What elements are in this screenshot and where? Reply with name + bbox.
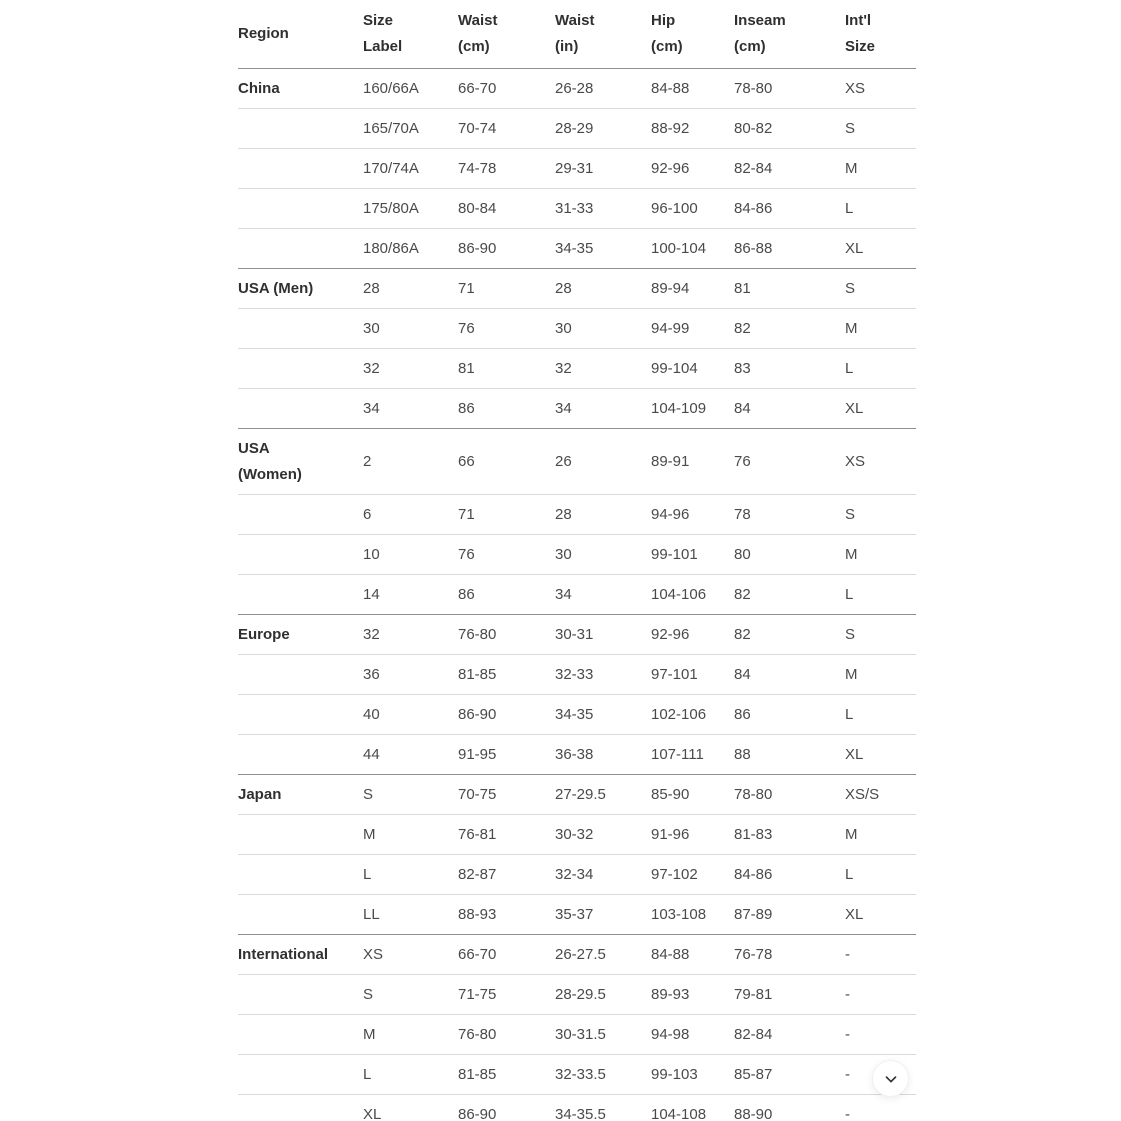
table-row bbox=[238, 935, 916, 975]
column-header: Size Label bbox=[363, 12, 403, 55]
region-label bbox=[238, 1015, 363, 1055]
table-cell: L bbox=[845, 200, 854, 217]
table-cell: 28 bbox=[363, 280, 380, 297]
table-cell: 27-29.5 bbox=[555, 786, 606, 803]
table-cell: 85-90 bbox=[651, 786, 690, 803]
table-cell: XS/S bbox=[845, 786, 880, 803]
table-cell: 100-104 bbox=[651, 240, 707, 257]
table-cell: 83 bbox=[734, 360, 751, 377]
table-cell: 91-96 bbox=[651, 826, 690, 843]
table-cell: 91-95 bbox=[458, 746, 497, 763]
table-cell: 86-90 bbox=[458, 240, 497, 257]
table-cell: 28-29.5 bbox=[555, 986, 606, 1003]
table-cell: L bbox=[845, 586, 854, 603]
table-cell: L bbox=[363, 1066, 372, 1083]
table-cell: 66-70 bbox=[458, 80, 497, 97]
table-cell: 34-35 bbox=[555, 240, 594, 257]
table-cell: 34 bbox=[555, 400, 572, 417]
table-cell: 107-111 bbox=[651, 746, 704, 763]
table-cell: XL bbox=[845, 240, 864, 257]
table-cell: 82-84 bbox=[734, 160, 773, 177]
table-row bbox=[238, 615, 916, 655]
region-label bbox=[238, 815, 363, 855]
table-cell: 32-33 bbox=[555, 666, 594, 683]
table-cell: 31-33 bbox=[555, 200, 594, 217]
table-cell: 32-33.5 bbox=[555, 1066, 606, 1083]
region-label: Japan bbox=[238, 786, 282, 803]
table-cell: 104-106 bbox=[651, 586, 707, 603]
table-cell: 82-84 bbox=[734, 1026, 773, 1043]
region-label bbox=[238, 109, 363, 149]
table-cell: S bbox=[363, 786, 374, 803]
region-label bbox=[238, 735, 363, 775]
table-cell: 92-96 bbox=[651, 160, 690, 177]
table-row bbox=[238, 815, 916, 855]
table-cell: 76-81 bbox=[458, 826, 497, 843]
table-cell: 70-74 bbox=[458, 120, 497, 137]
table-cell: 30 bbox=[363, 320, 380, 337]
table-cell: 84 bbox=[734, 666, 751, 683]
table-cell: 99-104 bbox=[651, 360, 698, 377]
table-cell: 104-109 bbox=[651, 400, 707, 417]
table-cell: S bbox=[845, 506, 856, 523]
table-cell: L bbox=[845, 706, 854, 723]
table-cell: 86 bbox=[458, 400, 475, 417]
table-cell: 86-88 bbox=[734, 240, 773, 257]
table-row bbox=[238, 535, 916, 575]
table-cell: 86 bbox=[734, 706, 751, 723]
table-cell: 36 bbox=[363, 666, 380, 683]
table-cell: 89-91 bbox=[651, 453, 690, 470]
table-cell: 14 bbox=[363, 586, 380, 603]
table-cell: 82 bbox=[734, 586, 751, 603]
table-cell: 66-70 bbox=[458, 946, 497, 963]
region-label bbox=[238, 975, 363, 1015]
table-cell: 84-88 bbox=[651, 946, 690, 963]
column-header: Int'l Size bbox=[845, 12, 876, 55]
table-cell: XS bbox=[363, 946, 384, 963]
table-row bbox=[238, 495, 916, 535]
region-label bbox=[238, 495, 363, 535]
table-cell: 76 bbox=[458, 320, 475, 337]
table-cell: 6 bbox=[363, 506, 372, 523]
table-cell: 26 bbox=[555, 453, 572, 470]
table-cell: 76 bbox=[734, 453, 751, 470]
table-cell: 88 bbox=[734, 746, 751, 763]
table-cell: XL bbox=[363, 1106, 382, 1121]
table-cell: 89-94 bbox=[651, 280, 690, 297]
table-cell: 94-98 bbox=[651, 1026, 690, 1043]
table-cell: 84-86 bbox=[734, 200, 773, 217]
table-cell: 32 bbox=[363, 626, 380, 643]
table-cell: 102-106 bbox=[651, 706, 707, 723]
table-cell: 81 bbox=[458, 360, 475, 377]
table-cell: LL bbox=[363, 906, 380, 923]
table-cell: 97-101 bbox=[651, 666, 698, 683]
table-cell: 74-78 bbox=[458, 160, 497, 177]
table-cell: 79-81 bbox=[734, 986, 773, 1003]
table-cell: 71-75 bbox=[458, 986, 497, 1003]
table-row bbox=[238, 1055, 916, 1095]
table-cell: 86 bbox=[458, 586, 475, 603]
table-cell: 82-87 bbox=[458, 866, 497, 883]
table-cell: 66 bbox=[458, 453, 475, 470]
table-cell: S bbox=[845, 280, 856, 297]
table-row bbox=[238, 109, 916, 149]
table-cell: 76-80 bbox=[458, 626, 497, 643]
region-label bbox=[238, 189, 363, 229]
table-row bbox=[238, 269, 916, 309]
table-cell: 76 bbox=[458, 546, 475, 563]
table-cell: 32 bbox=[363, 360, 380, 377]
region-label bbox=[238, 309, 363, 349]
table-cell: 82 bbox=[734, 626, 751, 643]
region-label bbox=[238, 895, 363, 935]
chevron-down-icon bbox=[882, 1070, 900, 1088]
table-cell: 34 bbox=[363, 400, 380, 417]
column-header: Region bbox=[238, 25, 289, 42]
column-header: Hip (cm) bbox=[651, 12, 683, 55]
table-cell: 86-90 bbox=[458, 1106, 497, 1121]
table-cell: 29-31 bbox=[555, 160, 594, 177]
table-cell: 28-29 bbox=[555, 120, 594, 137]
table-cell: S bbox=[363, 986, 374, 1003]
table-cell: 99-103 bbox=[651, 1066, 698, 1083]
table-row bbox=[238, 735, 916, 775]
table-cell: 78-80 bbox=[734, 786, 773, 803]
table-cell: 32 bbox=[555, 360, 572, 377]
table-cell: 84-86 bbox=[734, 866, 773, 883]
table-cell: 10 bbox=[363, 546, 380, 563]
table-cell: 94-99 bbox=[651, 320, 690, 337]
table-cell: 40 bbox=[363, 706, 380, 723]
table-row bbox=[238, 975, 916, 1015]
table-cell: 76-78 bbox=[734, 946, 773, 963]
region-label bbox=[238, 535, 363, 575]
table-cell: 34-35 bbox=[555, 706, 594, 723]
table-cell: 44 bbox=[363, 746, 380, 763]
region-label: International bbox=[238, 946, 329, 963]
table-cell: 34 bbox=[555, 586, 572, 603]
table-row bbox=[238, 189, 916, 229]
table-cell: M bbox=[845, 826, 858, 843]
region-label bbox=[238, 1055, 363, 1095]
table-cell: 76-80 bbox=[458, 1026, 497, 1043]
table-cell: 80-84 bbox=[458, 200, 497, 217]
table-cell: 87-89 bbox=[734, 906, 773, 923]
table-row bbox=[238, 695, 916, 735]
table-cell: 82 bbox=[734, 320, 751, 337]
region-label bbox=[238, 575, 363, 615]
table-cell: L bbox=[363, 866, 372, 883]
table-cell: 2 bbox=[363, 453, 372, 470]
table-cell: 165/70A bbox=[363, 120, 419, 137]
table-row bbox=[238, 655, 916, 695]
table-cell: 30-31 bbox=[555, 626, 594, 643]
table-row bbox=[238, 69, 916, 109]
table-header-row bbox=[238, 0, 916, 69]
table-cell: M bbox=[363, 826, 376, 843]
table-cell: 103-108 bbox=[651, 906, 707, 923]
table-cell: S bbox=[845, 626, 856, 643]
region-label: China bbox=[238, 80, 280, 97]
table-cell: 35-37 bbox=[555, 906, 594, 923]
table-cell: 170/74A bbox=[363, 160, 419, 177]
table-cell: 34-35.5 bbox=[555, 1106, 606, 1121]
table-row bbox=[238, 149, 916, 189]
table-cell: 92-96 bbox=[651, 626, 690, 643]
table-cell: M bbox=[845, 666, 858, 683]
table-cell: M bbox=[845, 320, 858, 337]
table-cell: 32-34 bbox=[555, 866, 594, 883]
table-cell: 104-108 bbox=[651, 1106, 707, 1121]
table-cell: 30-32 bbox=[555, 826, 594, 843]
table-row bbox=[238, 895, 916, 935]
table-cell: - bbox=[845, 986, 850, 1003]
table-cell: 28 bbox=[555, 280, 572, 297]
table-cell: 89-93 bbox=[651, 986, 690, 1003]
table-cell: 30 bbox=[555, 320, 572, 337]
table-cell: M bbox=[363, 1026, 376, 1043]
column-header: Waist (in) bbox=[555, 12, 595, 55]
table-cell: S bbox=[845, 120, 856, 137]
table-cell: L bbox=[845, 360, 854, 377]
table-cell: 84 bbox=[734, 400, 751, 417]
table-cell: M bbox=[845, 160, 858, 177]
table-cell: 86-90 bbox=[458, 706, 497, 723]
region-label bbox=[238, 349, 363, 389]
table-cell: 175/80A bbox=[363, 200, 419, 217]
table-cell: - bbox=[845, 946, 850, 963]
table-cell: 80-82 bbox=[734, 120, 773, 137]
column-header: Waist (cm) bbox=[458, 12, 498, 55]
table-row bbox=[238, 429, 916, 495]
table-cell: XS bbox=[845, 453, 866, 470]
table-cell: 28 bbox=[555, 506, 572, 523]
table-cell: 84-88 bbox=[651, 80, 690, 97]
size-chart-table bbox=[238, 0, 916, 1121]
table-cell: 81-83 bbox=[734, 826, 773, 843]
table-row bbox=[238, 389, 916, 429]
table-cell: - bbox=[845, 1066, 850, 1083]
table-cell: 88-90 bbox=[734, 1106, 773, 1121]
table-row bbox=[238, 855, 916, 895]
table-cell: L bbox=[845, 866, 854, 883]
table-cell: - bbox=[845, 1026, 850, 1043]
region-label bbox=[238, 149, 363, 189]
table-cell: 71 bbox=[458, 506, 475, 523]
table-cell: XL bbox=[845, 906, 864, 923]
table-cell: 97-102 bbox=[651, 866, 698, 883]
table-row bbox=[238, 775, 916, 815]
table-row bbox=[238, 309, 916, 349]
table-cell: 26-28 bbox=[555, 80, 594, 97]
region-label bbox=[238, 1095, 363, 1121]
table-cell: 96-100 bbox=[651, 200, 698, 217]
table-cell: 30-31.5 bbox=[555, 1026, 606, 1043]
table-cell: 160/66A bbox=[363, 80, 419, 97]
table-cell: XL bbox=[845, 400, 864, 417]
region-label: USA (Women) bbox=[238, 440, 302, 483]
table-cell: 36-38 bbox=[555, 746, 594, 763]
table-cell: 81-85 bbox=[458, 1066, 497, 1083]
table-cell: 99-101 bbox=[651, 546, 698, 563]
table-row bbox=[238, 229, 916, 269]
table-cell: 78-80 bbox=[734, 80, 773, 97]
table-row bbox=[238, 1095, 916, 1121]
region-label bbox=[238, 389, 363, 429]
table-cell: 80 bbox=[734, 546, 751, 563]
region-label bbox=[238, 655, 363, 695]
table-cell: 85-87 bbox=[734, 1066, 773, 1083]
table-cell: 88-93 bbox=[458, 906, 497, 923]
table-cell: 26-27.5 bbox=[555, 946, 606, 963]
table-cell: 81-85 bbox=[458, 666, 497, 683]
table-cell: XS bbox=[845, 80, 866, 97]
column-header: Inseam (cm) bbox=[734, 12, 786, 55]
table-cell: - bbox=[845, 1106, 850, 1121]
table-cell: M bbox=[845, 546, 858, 563]
table-cell: 70-75 bbox=[458, 786, 497, 803]
table-cell: 88-92 bbox=[651, 120, 690, 137]
expand-table-button[interactable] bbox=[872, 1060, 909, 1097]
table-cell: 71 bbox=[458, 280, 475, 297]
region-label: USA (Men) bbox=[238, 280, 314, 297]
table-cell: 30 bbox=[555, 546, 572, 563]
table-row bbox=[238, 575, 916, 615]
table-row bbox=[238, 349, 916, 389]
table-cell: 94-96 bbox=[651, 506, 690, 523]
table-row bbox=[238, 1015, 916, 1055]
region-label: Europe bbox=[238, 626, 290, 643]
table-cell: 81 bbox=[734, 280, 751, 297]
region-label bbox=[238, 229, 363, 269]
region-label bbox=[238, 855, 363, 895]
table-cell: XL bbox=[845, 746, 864, 763]
table-cell: 180/86A bbox=[363, 240, 419, 257]
region-label bbox=[238, 695, 363, 735]
table-cell: 78 bbox=[734, 506, 751, 523]
